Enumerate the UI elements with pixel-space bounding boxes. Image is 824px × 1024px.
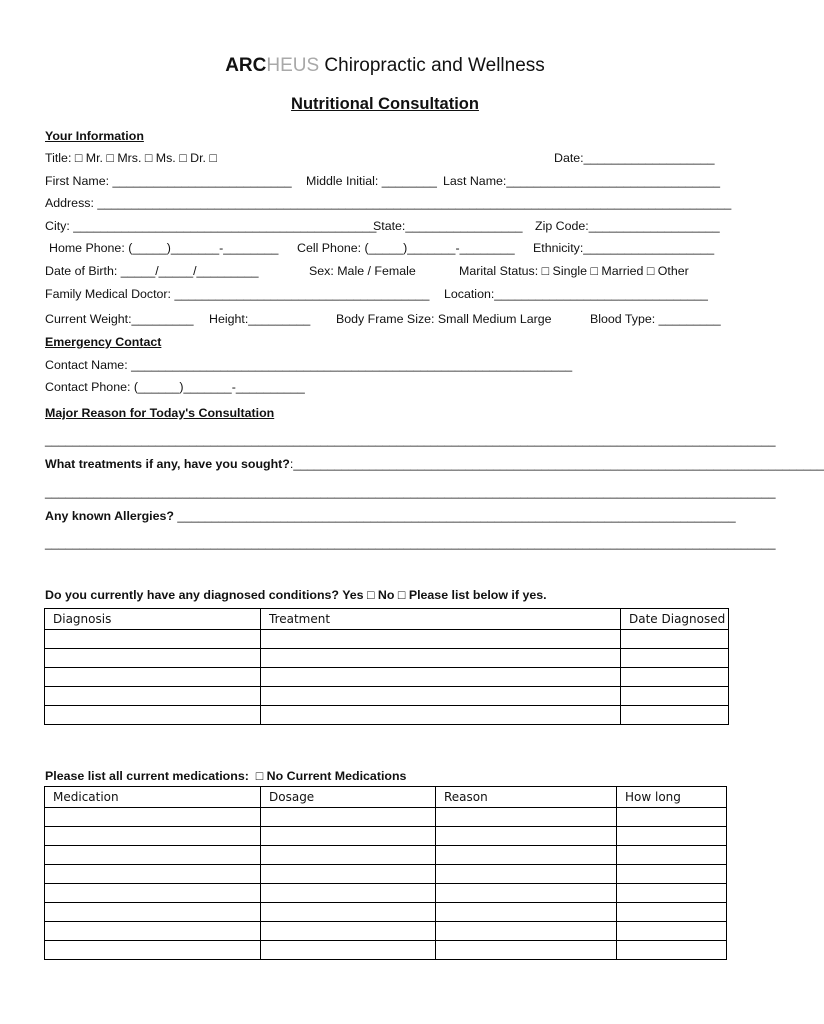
reason-cell[interactable]	[436, 846, 617, 865]
middle-initial-field[interactable]: Middle Initial: ________	[306, 174, 437, 188]
table-row	[45, 827, 727, 846]
emergency-contact-heading: Emergency Contact	[45, 335, 162, 349]
table-row	[45, 687, 729, 706]
medication-cell[interactable]	[45, 884, 261, 903]
brand-arc: ARC	[225, 55, 267, 76]
how-long-cell[interactable]	[617, 865, 727, 884]
allergies-row[interactable]	[45, 509, 736, 523]
current-weight-field[interactable]: Current Weight:_________	[45, 312, 194, 326]
title-options[interactable]: Title: □ Mr. □ Mrs. □ Ms. □ Dr. □	[45, 151, 217, 165]
treatments-sought-field[interactable]: :_____________________________________________________________________________	[289, 457, 824, 471]
date-of-birth-field[interactable]: Date of Birth: _____/_____/_________	[45, 264, 259, 278]
dosage-cell[interactable]	[261, 884, 436, 903]
diagnosis-cell[interactable]	[45, 649, 261, 668]
how-long-cell[interactable]	[617, 922, 727, 941]
diagnosis-cell[interactable]	[45, 630, 261, 649]
your-information-heading: Your Information	[45, 129, 144, 143]
ethnicity-field[interactable]: Ethnicity:___________________	[533, 241, 715, 255]
conditions-table	[44, 608, 729, 725]
table-row	[45, 649, 729, 668]
column-header-how-long: How long	[617, 787, 727, 808]
table-row	[45, 922, 727, 941]
zip-code-field[interactable]: Zip Code:___________________	[535, 219, 720, 233]
medications-table	[44, 786, 727, 960]
table-row	[45, 630, 729, 649]
brand-rest: Chiropractic and Wellness	[319, 55, 545, 76]
table-row	[45, 808, 727, 827]
date-diagnosed-cell[interactable]	[621, 649, 729, 668]
medication-cell[interactable]	[45, 808, 261, 827]
state-field[interactable]: State:_________________	[373, 219, 523, 233]
table-row	[45, 903, 727, 922]
column-header-diagnosis: Diagnosis	[45, 609, 261, 630]
major-reason-line[interactable]: __________________________________________________________________________________________________________	[45, 433, 776, 447]
address-field[interactable]: Address: ____________________________________________________________________________________________	[45, 196, 732, 210]
contact-name-field[interactable]: Contact Name: ________________________________________________________________	[45, 358, 573, 372]
medications-header-row	[45, 787, 727, 808]
how-long-cell[interactable]	[617, 846, 727, 865]
blood-type-field[interactable]: Blood Type: _________	[590, 312, 721, 326]
medication-cell[interactable]	[45, 827, 261, 846]
brand-title	[0, 55, 770, 77]
how-long-cell[interactable]	[617, 827, 727, 846]
dosage-cell[interactable]	[261, 808, 436, 827]
medication-cell[interactable]	[45, 941, 261, 960]
table-row	[45, 884, 727, 903]
treatment-cell[interactable]	[261, 630, 621, 649]
contact-phone-field[interactable]: Contact Phone: (______)_______-__________	[45, 380, 305, 394]
column-header-date-diagnosed: Date Diagnosed	[621, 609, 729, 630]
allergies-label: Any known Allergies?	[45, 509, 174, 523]
no-current-medications-checkbox[interactable]: □ No Current Medications	[255, 769, 407, 783]
marital-status-field[interactable]: Marital Status: □ Single □ Married □ Other	[459, 264, 689, 278]
first-name-field[interactable]: First Name: __________________________	[45, 174, 292, 188]
date-diagnosed-cell[interactable]	[621, 706, 729, 725]
table-row	[45, 865, 727, 884]
location-field[interactable]: Location:_______________________________	[444, 287, 708, 301]
treatments-sought-label: What treatments if any, have you sought?	[45, 457, 290, 471]
table-row	[45, 846, 727, 865]
table-row	[45, 941, 727, 960]
city-field[interactable]: City: ____________________________________________	[45, 219, 377, 233]
reason-cell[interactable]	[436, 827, 617, 846]
how-long-cell[interactable]	[617, 903, 727, 922]
treatments-sought-line[interactable]: __________________________________________________________________________________________________________	[45, 485, 776, 499]
how-long-cell[interactable]	[617, 941, 727, 960]
column-header-treatment: Treatment	[261, 609, 621, 630]
conditions-header-row	[45, 609, 729, 630]
brand-heus: HEUS	[266, 55, 320, 76]
treatments-sought-row[interactable]	[45, 457, 824, 471]
table-row	[45, 706, 729, 725]
major-reason-heading: Major Reason for Today's Consultation	[45, 406, 275, 420]
treatment-cell[interactable]	[261, 649, 621, 668]
reason-cell[interactable]	[436, 922, 617, 941]
reason-cell[interactable]	[436, 808, 617, 827]
table-row	[45, 668, 729, 687]
column-header-dosage: Dosage	[261, 787, 436, 808]
reason-cell[interactable]	[436, 884, 617, 903]
cell-phone-field[interactable]: Cell Phone: (_____)_______-________	[297, 241, 515, 255]
treatment-cell[interactable]	[261, 706, 621, 725]
home-phone-field[interactable]: Home Phone: (_____)_______-________	[49, 241, 279, 255]
diagnosed-conditions-question[interactable]: Do you currently have any diagnosed conditions? Yes □ No □ Please list below if yes.	[45, 588, 547, 602]
diagnosis-cell[interactable]	[45, 706, 261, 725]
medication-cell[interactable]	[45, 846, 261, 865]
date-field[interactable]: Date:___________________	[554, 151, 715, 165]
medications-prompt-row	[45, 769, 406, 783]
reason-cell[interactable]	[436, 865, 617, 884]
dosage-cell[interactable]	[261, 865, 436, 884]
dosage-cell[interactable]	[261, 827, 436, 846]
medication-cell[interactable]	[45, 865, 261, 884]
allergies-field[interactable]: _________________________________________________________________________________	[173, 509, 736, 523]
dosage-cell[interactable]	[261, 903, 436, 922]
how-long-cell[interactable]	[617, 808, 727, 827]
medication-cell[interactable]	[45, 903, 261, 922]
dosage-cell[interactable]	[261, 846, 436, 865]
how-long-cell[interactable]	[617, 884, 727, 903]
body-frame-size-field[interactable]: Body Frame Size: Small Medium Large	[336, 312, 552, 326]
column-header-medication: Medication	[45, 787, 261, 808]
allergies-line[interactable]: __________________________________________________________________________________________________________	[45, 536, 776, 550]
date-diagnosed-cell[interactable]	[621, 630, 729, 649]
diagnosis-cell[interactable]	[45, 668, 261, 687]
column-header-reason: Reason	[436, 787, 617, 808]
last-name-field[interactable]: Last Name:_______________________________	[443, 174, 720, 188]
date-diagnosed-cell[interactable]	[621, 668, 729, 687]
dosage-cell[interactable]	[261, 941, 436, 960]
reason-cell[interactable]	[436, 903, 617, 922]
medications-prompt: Please list all current medications:	[45, 769, 249, 783]
treatment-cell[interactable]	[261, 687, 621, 706]
height-field[interactable]: Height:_________	[209, 312, 311, 326]
sex-field[interactable]: Sex: Male / Female	[309, 264, 416, 278]
date-diagnosed-cell[interactable]	[621, 687, 729, 706]
medication-cell[interactable]	[45, 922, 261, 941]
diagnosis-cell[interactable]	[45, 687, 261, 706]
family-doctor-field[interactable]: Family Medical Doctor: _____________________________________	[45, 287, 430, 301]
treatment-cell[interactable]	[261, 668, 621, 687]
dosage-cell[interactable]	[261, 922, 436, 941]
form-title: Nutritional Consultation	[291, 95, 479, 113]
reason-cell[interactable]	[436, 941, 617, 960]
